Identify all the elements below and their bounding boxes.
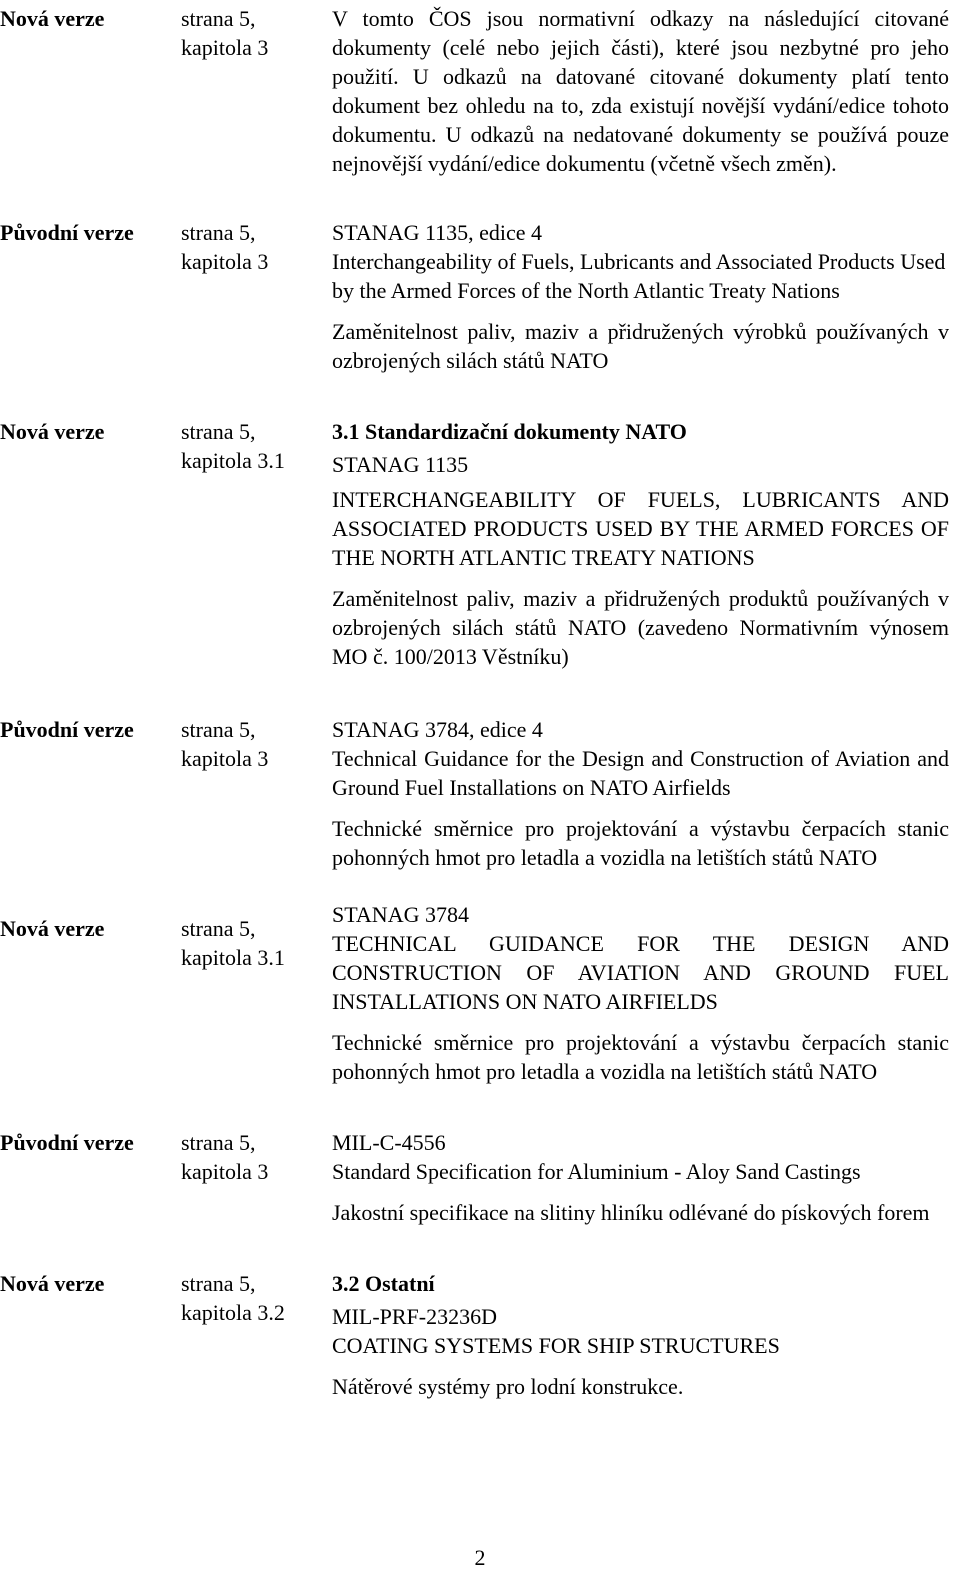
location — [181, 218, 321, 276]
document-title: Standard Specification for Aluminium - Aloy Sand Castings — [332, 1159, 861, 1184]
location — [181, 715, 321, 773]
document-translation: Technické směrnice pro projektování a výstavbu čerpacích stanic pohonných hmot pro letadla a vozidla na letištích států NATO — [332, 1030, 949, 1084]
document-title: INTERCHANGEABILITY OF FUELS, LUBRICANTS AND ASSOCIATED PRODUCTS USED BY THE ARMED FORCES OF THE NORTH ATLANTIC TREATY NATIONS — [332, 487, 949, 570]
location-chapter: kapitola 3 — [181, 746, 269, 771]
location-page: strana 5, — [181, 419, 256, 444]
content — [332, 715, 949, 872]
document-code: MIL-PRF-23236D — [332, 1304, 498, 1329]
document-title: TECHNICAL GUIDANCE FOR THE DESIGN AND CONSTRUCTION OF AVIATION AND GROUND FUEL INSTALLATIONS ON NATO AIRFIELDS — [332, 931, 949, 1014]
version-label: Nová verze — [0, 419, 105, 444]
document-code: STANAG 3784, edice 4 — [332, 717, 543, 742]
document-title: Interchangeability of Fuels, Lubricants and Associated Products Used by the Armed Forces of the North Atlantic Treaty Nations — [332, 249, 946, 303]
document-code: STANAG 1135 — [332, 452, 469, 477]
location — [181, 914, 321, 972]
location-page: strana 5, — [181, 220, 256, 245]
location-chapter: kapitola 3.1 — [181, 945, 285, 970]
location-page: strana 5, — [181, 916, 256, 941]
document-code: MIL-C-4556 — [332, 1130, 446, 1155]
content — [332, 417, 949, 671]
location-chapter: kapitola 3.2 — [181, 1300, 285, 1325]
document-translation: Jakostní specifikace na slitiny hliníku odlévané do pískových forem — [332, 1200, 930, 1225]
content — [332, 4, 949, 178]
section-heading: 3.2 Ostatní — [332, 1271, 435, 1296]
version-label: Původní verze — [0, 220, 134, 245]
document-translation: Zaměnitelnost paliv, maziv a přidružených produktů používaných v ozbrojených silách států NATO (zavedeno Normativním výnosem MO č. 100/2013 Věstníku) — [332, 586, 949, 669]
location-chapter: kapitola 3.1 — [181, 448, 285, 473]
version-label: Původní verze — [0, 1130, 134, 1155]
version-label: Nová verze — [0, 1271, 105, 1296]
document-title: COATING SYSTEMS FOR SHIP STRUCTURES — [332, 1333, 780, 1358]
version-label: Původní verze — [0, 717, 134, 742]
content — [332, 900, 949, 1086]
document-code: STANAG 3784 — [332, 902, 469, 927]
location-chapter: kapitola 3 — [181, 249, 269, 274]
document-translation: Technické směrnice pro projektování a výstavbu čerpacích stanic pohonných hmot pro letadla a vozidla na letištích států NATO — [332, 816, 949, 870]
location-page: strana 5, — [181, 6, 256, 31]
document-translation: Nátěrové systémy pro lodní konstrukce. — [332, 1374, 684, 1399]
location-page: strana 5, — [181, 1130, 256, 1155]
content — [332, 218, 949, 375]
location-chapter: kapitola 3 — [181, 35, 269, 60]
location-page: strana 5, — [181, 1271, 256, 1296]
document-translation: Zaměnitelnost paliv, maziv a přidružených výrobků používaných v ozbrojených silách států NATO — [332, 319, 949, 373]
document-code: STANAG 1135, edice 4 — [332, 220, 543, 245]
location-page: strana 5, — [181, 717, 256, 742]
version-label: Nová verze — [0, 6, 105, 31]
page-number: 2 — [474, 1545, 486, 1570]
document-title: Technical Guidance for the Design and Construction of Aviation and Ground Fuel Installations on NATO Airfields — [332, 746, 949, 800]
location — [181, 1128, 321, 1186]
content — [332, 1128, 949, 1227]
section-heading: 3.1 Standardizační dokumenty NATO — [332, 419, 687, 444]
paragraph: V tomto ČOS jsou normativní odkazy na následující citované dokumenty (celé nebo jejich části), které jsou nezbytné pro jeho použití. U odkazů na datované citované dokumenty platí tento dokument bez ohledu na to, zda existují novější vydání/edice tohoto dokumentu. U odkazů na nedatované dokumenty se používá pouze nejnovější vydání/edice dokumentu (včetně všech změn). — [332, 6, 949, 176]
version-label: Nová verze — [0, 916, 105, 941]
location — [181, 1269, 321, 1327]
location-chapter: kapitola 3 — [181, 1159, 269, 1184]
location — [181, 417, 321, 475]
location — [181, 4, 321, 62]
content — [332, 1269, 949, 1401]
